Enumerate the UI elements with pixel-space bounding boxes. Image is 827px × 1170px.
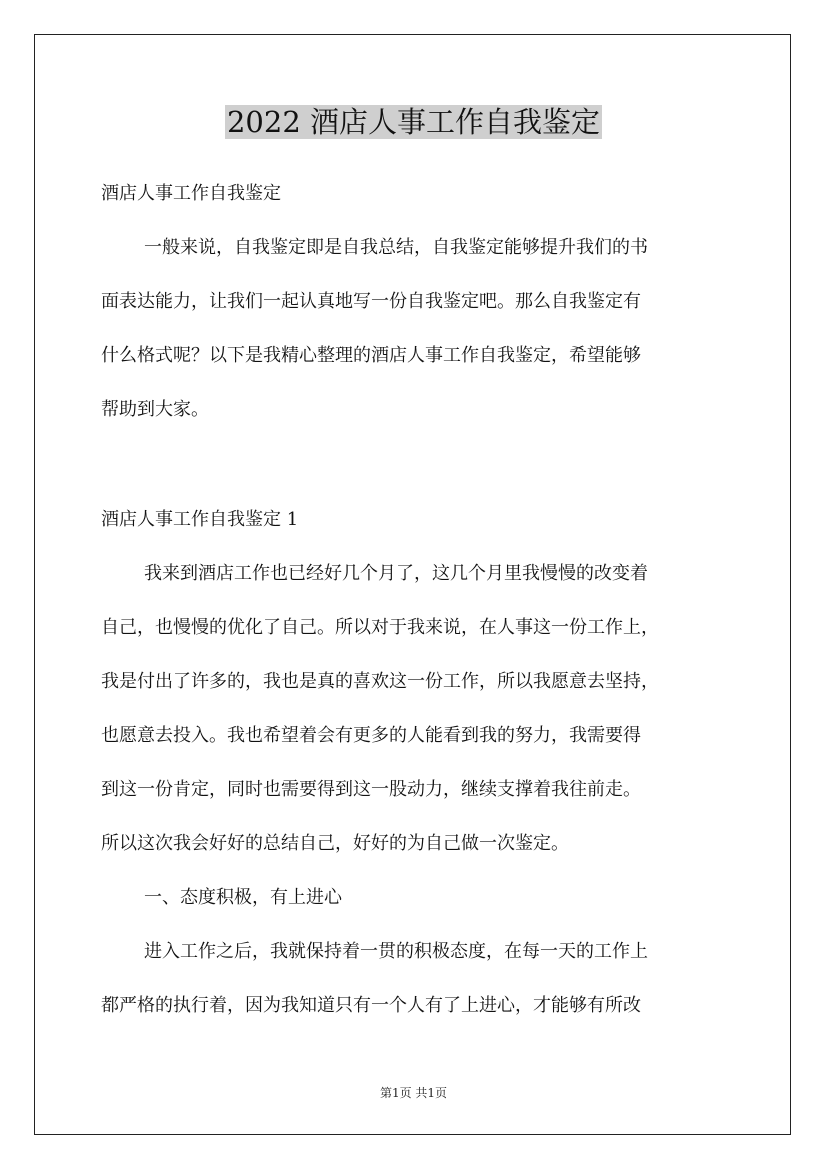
subsection-paragraph-line-1: 进入工作之后，我就保持着一贯的积极态度，在每一天的工作上 bbox=[144, 941, 648, 962]
subsection-heading: 一、态度积极，有上进心 bbox=[144, 887, 342, 908]
intro-paragraph-line-1: 一般来说，自我鉴定即是自我总结，自我鉴定能够提升我们的书 bbox=[144, 237, 648, 258]
page-footer: 第1页 共1页 bbox=[379, 1086, 448, 1100]
subsection-paragraph-line-2: 都严格的执行着，因为我知道只有一个人有了上进心，才能够有所改 bbox=[101, 995, 641, 1016]
section-1-heading: 酒店人事工作自我鉴定 1 bbox=[101, 509, 299, 530]
section-1-paragraph-line-2: 自己，也慢慢的优化了自己。所以对于我来说，在人事这一份工作上， bbox=[101, 617, 659, 638]
section-1-paragraph-line-6: 所以这次我会好好的总结自己，好好的为自己做一次鉴定。 bbox=[101, 833, 569, 854]
section-1-paragraph-line-4: 也愿意去投入。我也希望着会有更多的人能看到我的努力，我需要得 bbox=[101, 725, 641, 746]
intro-paragraph-line-4: 帮助到大家。 bbox=[101, 399, 209, 420]
section-1-paragraph-line-3: 我是付出了许多的，我也是真的喜欢这一份工作，所以我愿意去坚持， bbox=[101, 671, 659, 692]
section-1-paragraph-line-1: 我来到酒店工作也已经好几个月了，这几个月里我慢慢的改变着 bbox=[144, 563, 648, 584]
intro-heading: 酒店人事工作自我鉴定 bbox=[101, 183, 281, 204]
intro-paragraph-line-2: 面表达能力，让我们一起认真地写一份自我鉴定吧。那么自我鉴定有 bbox=[101, 291, 641, 312]
intro-paragraph-line-3: 什么格式呢？以下是我精心整理的酒店人事工作自我鉴定，希望能够 bbox=[101, 345, 641, 366]
document-title-text: 2022 酒店人事工作自我鉴定 bbox=[226, 105, 601, 139]
section-1-paragraph-line-5: 到这一份肯定，同时也需要得到这一股动力，继续支撑着我往前走。 bbox=[101, 779, 641, 800]
document-title bbox=[0, 100, 827, 144]
